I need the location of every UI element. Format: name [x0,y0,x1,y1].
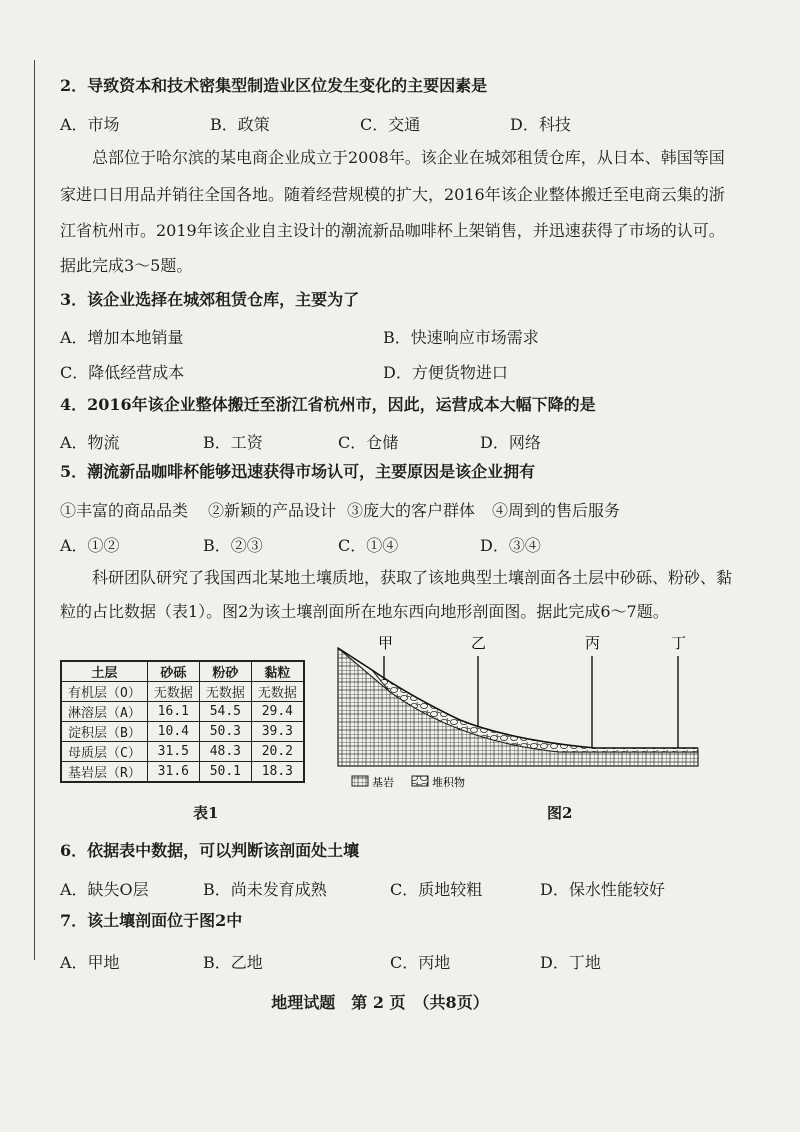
question-3-options-row-2 [60,360,760,380]
label-jia: 甲 [378,634,394,652]
passage-1-line-2: 家进口日用品并销往全国各地。随着经营规模的扩大，2016年该企业整体搬迁至电商云集的浙 [60,185,725,204]
table-row [61,742,304,762]
question-7-stem: 7．该土壤剖面位于图2中 [60,911,243,930]
q6-option-d[interactable]: D．保水性能较好 [540,880,665,899]
binding-margin-line [34,60,35,960]
terrain-profile-figure [330,630,700,795]
q7-option-c[interactable]: C．丙地 [390,953,451,972]
question-6-options [60,877,760,897]
soil-data-table [60,660,305,783]
q4-option-c[interactable]: C．仓储 [338,433,399,452]
q4-option-d[interactable]: D．网络 [480,433,541,452]
question-6-stem: 6．依据表中数据，可以判断该剖面处土壤 [60,841,360,860]
legend-deposit-swatch [412,776,428,786]
q7-option-d[interactable]: D．丁地 [540,953,601,972]
question-4-stem: 4．2016年该企业整体搬迁至浙江省杭州市，因此，运营成本大幅下降的是 [60,395,596,414]
q2-option-c[interactable]: C．交通 [360,115,421,134]
q4-option-b[interactable]: B．工资 [203,433,263,452]
table-cell: 39.3 [251,722,304,742]
table-row [61,702,304,722]
question-5-stem: 5．潮流新品咖啡杯能够迅速获得市场认可，主要原因是该企业拥有 [60,462,536,481]
q5-option-a[interactable]: A．①② [60,536,120,555]
q3-option-d[interactable]: D．方便货物进口 [383,363,508,382]
question-5-choices [60,498,760,518]
passage-2-line-1: 科研团队研究了我国西北某地土壤质地，获取了该地典型土壤剖面各土层中砂砾、粉砂、黏 [92,568,733,587]
table-cell: 16.1 [147,702,199,722]
table-cell: 48.3 [199,742,251,762]
table-row [61,762,304,783]
q4-option-a[interactable]: A．物流 [60,433,120,452]
table-row [61,682,304,702]
legend-deposit-label: 堆积物 [432,776,465,789]
q6-option-b[interactable]: B．尚未发育成熟 [203,880,327,899]
q6-option-a[interactable]: A．缺失O层 [60,880,149,899]
q6-option-c[interactable]: C．质地较粗 [390,880,483,899]
page-footer: 地理试题 第 2 页 （共8页） [271,993,489,1012]
table-cell: 54.5 [199,702,251,722]
q5-choice-4: ④周到的售后服务 [492,501,621,520]
legend-rock-swatch [352,776,368,786]
q5-option-b[interactable]: B．②③ [203,536,263,555]
table-cell: 无数据 [147,682,199,702]
table-cell: 有机层（O） [61,682,147,702]
passage-1-line-1: 总部位于哈尔滨的某电商企业成立于2008年。该企业在城郊租赁仓库，从日本、韩国等国 [92,148,725,167]
table-cell: 29.4 [251,702,304,722]
q5-option-d[interactable]: D．③④ [480,536,541,555]
table-cell: 50.3 [199,722,251,742]
q5-option-c[interactable]: C．①④ [338,536,399,555]
q2-option-b[interactable]: B．政策 [210,115,270,134]
q2-option-a[interactable]: A．市场 [60,115,120,134]
q5-choice-2: ②新颖的产品设计 [208,501,337,520]
label-ding: 丁 [671,634,687,652]
label-bing: 丙 [585,634,601,652]
question-5-options [60,533,760,553]
table-cell: 10.4 [147,722,199,742]
q7-option-b[interactable]: B．乙地 [203,953,263,972]
question-3-options-row-1 [60,325,760,345]
passage-1-line-3: 江省杭州市。2019年该企业自主设计的潮流新品咖啡杯上架销售，并迅速获得了市场的认可。 [60,221,725,240]
q3-option-b[interactable]: B．快速响应市场需求 [383,328,539,347]
question-2-stem: 2．导致资本和技术密集型制造业区位发生变化的主要因素是 [60,76,488,95]
q3-option-a[interactable]: A．增加本地销量 [60,328,184,347]
question-4-options [60,430,760,450]
table-cell: 母质层（C） [61,742,147,762]
table-header-cell: 黏粒 [251,661,304,682]
table-cell: 基岩层（R） [61,762,147,783]
table-header-cell: 土层 [61,661,147,682]
question-2-options [60,112,760,132]
q5-choice-3: ③庞大的客户群体 [347,501,476,520]
table-cell: 无数据 [199,682,251,702]
table-1-caption: 表1 [193,804,219,822]
question-3-stem: 3．该企业选择在城郊租赁仓库，主要为了 [60,290,360,309]
table-cell: 18.3 [251,762,304,783]
table-cell: 无数据 [251,682,304,702]
legend-rock-label: 基岩 [372,776,394,789]
q7-option-a[interactable]: A．甲地 [60,953,120,972]
table-cell: 50.1 [199,762,251,783]
q3-option-c[interactable]: C．降低经营成本 [60,363,185,382]
table-cell: 淋溶层（A） [61,702,147,722]
question-7-options [60,950,760,970]
passage-1-line-4: 据此完成3～5题。 [60,256,193,275]
table-header-cell: 砂砾 [147,661,199,682]
figure-2-caption: 图2 [547,804,573,822]
table-cell: 31.5 [147,742,199,762]
table-row [61,722,304,742]
passage-2-line-2: 粒的占比数据（表1）。图2为该土壤剖面所在地东西向地形剖面图。据此完成6～7题。 [60,602,669,621]
q2-option-d[interactable]: D．科技 [510,115,571,134]
table-cell: 31.6 [147,762,199,783]
label-yi: 乙 [471,634,487,652]
table-header-cell: 粉砂 [199,661,251,682]
table-cell: 20.2 [251,742,304,762]
q5-choice-1: ①丰富的商品品类 [60,501,189,520]
table-cell: 淀积层（B） [61,722,147,742]
table-header-row [61,661,304,682]
